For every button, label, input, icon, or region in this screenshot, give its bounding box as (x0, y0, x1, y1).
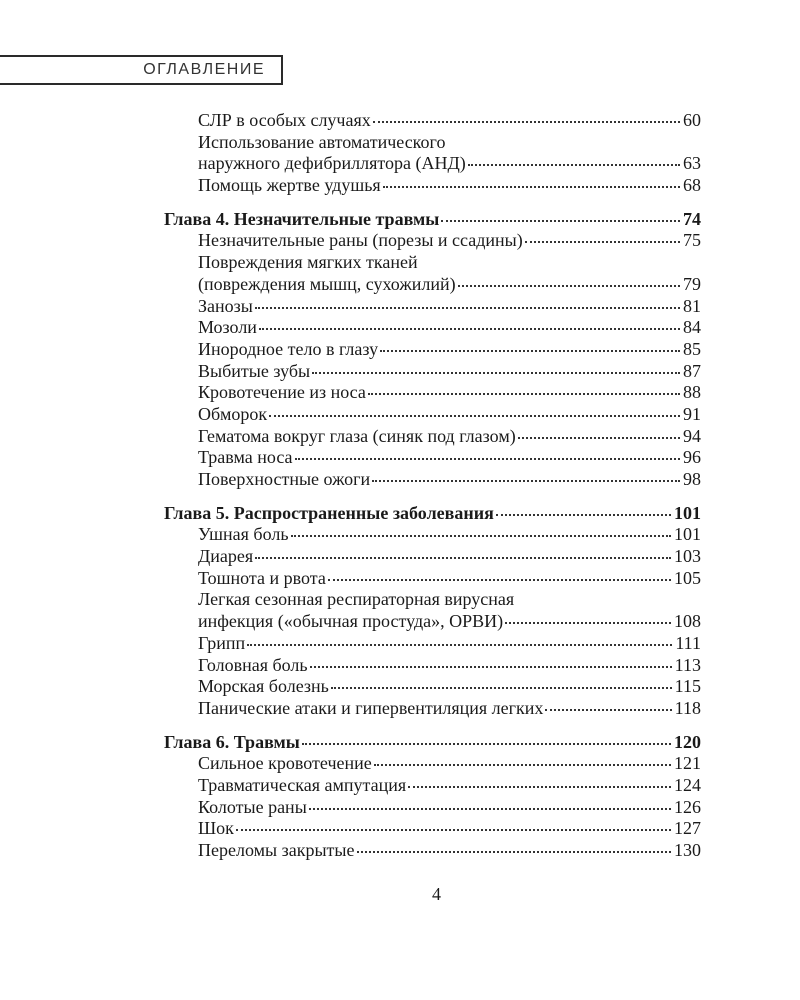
leader-dots (380, 346, 680, 352)
leader-dots (236, 825, 671, 831)
toc-chapter-heading[interactable] (164, 503, 701, 525)
leader-dots (331, 683, 672, 689)
leader-dots (310, 662, 672, 668)
toc-entry[interactable] (164, 698, 701, 720)
leader-dots (525, 237, 680, 243)
toc-entry[interactable] (164, 655, 701, 677)
toc-entry[interactable] (164, 469, 701, 491)
toc-entry-title: Обморок (198, 403, 268, 424)
toc-entry-title-line1: Использование автоматического (198, 131, 446, 152)
toc-entry[interactable] (164, 524, 701, 546)
leader-dots (312, 368, 680, 374)
toc-section-chapter-6 (164, 732, 701, 862)
toc-entry-title: СЛР в особых случаях (198, 110, 371, 130)
toc-entry-title: Помощь жертве удушья (198, 175, 381, 196)
toc-entry[interactable] (164, 361, 701, 383)
toc-entry-page: 113 (674, 654, 701, 675)
toc-entry-page: 124 (674, 774, 701, 795)
chapter-page: 74 (683, 208, 701, 229)
leader-dots (374, 760, 671, 766)
leader-dots (309, 804, 671, 810)
toc-entry-title: Травма носа (198, 447, 293, 468)
toc-section-chapter-4 (164, 209, 701, 491)
toc-entry-page: 75 (683, 230, 701, 251)
toc-entry-page: 108 (674, 611, 701, 632)
toc-entry-page: 111 (675, 632, 701, 653)
toc-entry-title: Мозоли (198, 317, 257, 338)
toc-entry-title: наружного дефибриллятора (АНД) (198, 153, 466, 174)
toc-entry-title: Колотые раны (198, 796, 307, 817)
chapter-title: Глава 5. Распространенные заболевания (164, 502, 494, 523)
toc-entry-title: Поверхностные ожоги (198, 469, 371, 489)
toc-entry[interactable] (164, 840, 701, 862)
toc-entry-page: 88 (683, 382, 701, 403)
toc-entry-title: Занозы (198, 295, 253, 316)
toc-entry-title: Морская болезнь (198, 676, 329, 697)
toc-entry[interactable] (164, 633, 701, 655)
toc-entry-title: Кровотечение из носа (198, 382, 366, 403)
leader-dots (368, 389, 680, 395)
toc-entry[interactable] (164, 110, 701, 132)
toc-section-chapter-5 (164, 503, 701, 720)
leader-dots (518, 433, 680, 439)
toc-entry[interactable] (164, 568, 701, 590)
leader-dots (496, 510, 671, 516)
toc-entry[interactable] (164, 611, 701, 633)
page-number: 4 (432, 884, 441, 904)
leader-dots (373, 117, 680, 123)
toc-entry-title-line1: Повреждения мягких тканей (198, 252, 418, 273)
toc-entry-title: Ушная боль (198, 524, 289, 545)
toc-entry-page: 127 (674, 818, 701, 839)
toc-entry-page: 126 (674, 796, 701, 817)
toc-entry[interactable] (164, 339, 701, 361)
leader-dots (247, 640, 672, 646)
toc-entry-page: 115 (674, 676, 701, 697)
toc-entry-title: Панические атаки и гипервентиляция легких (198, 697, 544, 718)
toc-entry-page: 103 (674, 546, 701, 567)
toc-entry-page: 118 (674, 697, 701, 718)
leader-dots (357, 847, 672, 853)
toc-entry-title: Травматическая ампутация (198, 774, 407, 795)
leader-dots (545, 705, 671, 711)
chapter-page: 101 (674, 502, 701, 523)
toc-entry-title: Диарея (198, 546, 254, 567)
toc-entry[interactable] (164, 426, 701, 448)
chapter-title: Глава 6. Травмы (164, 731, 300, 752)
leader-dots (269, 411, 680, 417)
toc-entry[interactable] (164, 153, 701, 175)
toc-entry-title: Выбитые зубы (198, 360, 311, 381)
toc-entry-title: Инородное тело в глазу (198, 338, 379, 359)
toc-entry-page: 85 (683, 338, 701, 359)
leader-dots (441, 216, 680, 222)
toc-chapter-heading[interactable] (164, 209, 701, 231)
toc-entry[interactable] (164, 753, 701, 775)
toc-entry[interactable] (164, 175, 701, 197)
toc-entry-page: 121 (674, 753, 701, 774)
leader-dots (295, 454, 680, 460)
toc-entry-title: Тошнота и рвота (198, 567, 326, 588)
toc-entry-title-line1: Легкая сезонная респираторная вирусная (198, 589, 515, 610)
toc-entry-page: 87 (683, 360, 701, 381)
section-header-box (0, 55, 283, 85)
toc-entry-title: (повреждения мышц, сухожилий) (198, 273, 456, 294)
leader-dots (302, 739, 671, 745)
leader-dots (255, 553, 671, 559)
leader-dots (458, 281, 680, 287)
toc-entry-title: Переломы закрытые (198, 840, 355, 860)
toc-entry-page: 68 (683, 175, 701, 196)
toc-entry[interactable] (164, 546, 701, 568)
toc-entry[interactable] (164, 296, 701, 318)
leader-dots (383, 182, 680, 188)
toc-entry-page: 105 (674, 567, 701, 588)
toc-entry-page: 60 (683, 110, 701, 130)
toc-entry-page: 84 (683, 317, 701, 338)
toc-entry[interactable] (164, 818, 701, 840)
toc-entry-title: Головная боль (198, 654, 308, 675)
section-header-title: ОГЛАВЛЕНИЕ (143, 61, 265, 78)
toc-entry-page: 79 (683, 273, 701, 294)
toc-entry-page: 101 (674, 524, 701, 545)
toc-entry-title: инфекция («обычная простуда», ОРВИ) (198, 611, 504, 632)
toc-entry-page: 91 (683, 403, 701, 424)
leader-dots (259, 324, 680, 330)
toc-entry[interactable] (164, 317, 701, 339)
leader-dots (468, 160, 680, 166)
leader-dots (372, 476, 680, 482)
leader-dots (505, 618, 671, 624)
chapter-page: 120 (674, 731, 701, 752)
toc-entry[interactable] (164, 775, 701, 797)
toc-entry-title: Грипп (198, 632, 246, 653)
toc-entry[interactable] (164, 404, 701, 426)
toc-entry-title: Сильное кровотечение (198, 753, 372, 774)
toc-entry-page: 98 (683, 469, 701, 489)
leader-dots (291, 531, 671, 537)
toc-entry-page: 81 (683, 295, 701, 316)
toc-entry[interactable] (164, 797, 701, 819)
toc-section-intro (164, 110, 701, 197)
toc-entry-title: Гематома вокруг глаза (синяк под глазом) (198, 425, 516, 446)
toc-entry-page: 96 (683, 447, 701, 468)
toc-entry-page: 130 (674, 840, 701, 860)
toc-entry[interactable] (164, 382, 701, 404)
toc-entry-page: 63 (683, 153, 701, 174)
toc-entry[interactable] (164, 447, 701, 469)
table-of-contents (164, 110, 701, 874)
toc-entry-title: Шок (198, 818, 234, 839)
toc-entry[interactable] (164, 230, 701, 252)
leader-dots (408, 782, 671, 788)
chapter-title: Глава 4. Незначительные травмы (164, 208, 440, 229)
toc-entry[interactable] (164, 274, 701, 296)
toc-entry-title: Незначительные раны (порезы и ссадины) (198, 230, 523, 251)
toc-entry[interactable] (164, 676, 701, 698)
toc-chapter-heading[interactable] (164, 732, 701, 754)
leader-dots (255, 303, 680, 309)
leader-dots (328, 575, 671, 581)
toc-entry-page: 94 (683, 425, 701, 446)
